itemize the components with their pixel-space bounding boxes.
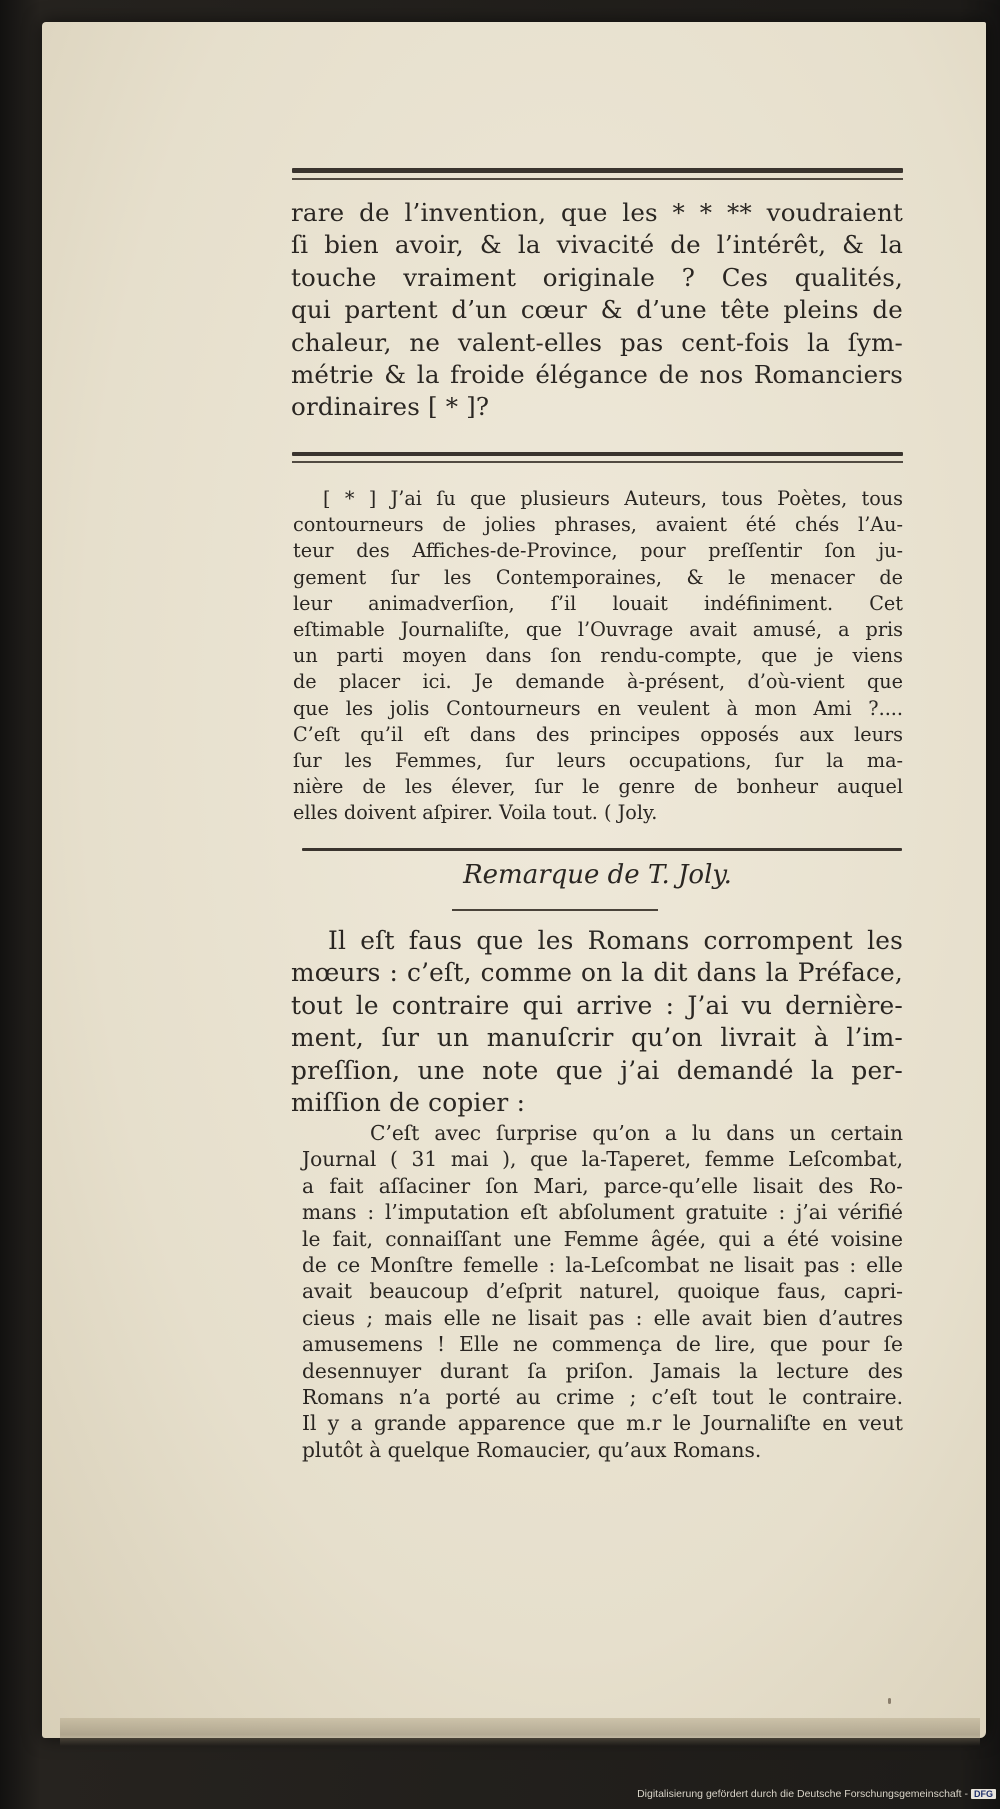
quoted-line: Romans n’a porté au crime ; c’eſt tout le contraire.	[302, 1385, 903, 1410]
text-line: ment, ſur un manuſcrir qu’on livrait à l’im-	[291, 1023, 903, 1053]
quoted-note	[302, 1120, 903, 1463]
footnote-line: leur animadverſion, ſ’il louait indéfiniment. Cet	[293, 591, 903, 615]
footnote-line: [ * ] J’ai ſu que plusieurs Auteurs, tous Poètes, tous	[323, 487, 903, 510]
text-line: miſſion de copier :	[291, 1088, 526, 1118]
text-line: tout le contraire qui arrive : J’ai vu dernière-	[291, 990, 903, 1020]
quoted-line: cieus ; mais elle ne lisait pas : elle avait bien d’autres	[302, 1305, 903, 1330]
text-line: chaleur, ne valent-elles pas cent-fois la ſym-	[291, 327, 903, 357]
quoted-line: mans : l’imputation eſt abſolument gratuite : j’ai vérifié	[302, 1200, 903, 1225]
footnote-line: de placer ici. Je demande à-présent, d’où-vient que	[293, 670, 903, 694]
footnote-line: C’eſt qu’il eſt dans des principes opposés aux leurs	[293, 722, 903, 746]
quoted-line: le fait, connaiſſant une Femme âgée, qui a été voisine	[302, 1226, 903, 1251]
quoted-line: de ce Monſtre femelle : la-Leſcombat ne lisait pas : elle	[302, 1253, 903, 1278]
section-heading: Remarque de T. Joly.	[463, 860, 732, 890]
footnote-separator-rule	[292, 452, 903, 456]
quoted-line: plutôt à quelque Romaucier, qu’aux Romans.	[302, 1437, 762, 1462]
text-line: touche vraiment originale ? Ces qualités,	[291, 262, 903, 292]
text-line: ſi bien avoir, & la vivacité de l’intérêt, & la	[291, 230, 903, 260]
page-bottom-edge	[60, 1718, 980, 1746]
text-line: rare de l’invention, que les * * ** voudraient	[291, 198, 903, 227]
footnote-line: eſtimable Journaliſte, que l’Ouvrage avait amusé, a pris	[293, 618, 903, 642]
footnote-line: gement ſur les Contemporaines, & le menacer de	[293, 565, 903, 589]
text-line: Il eſt faus que les Romans corrompent les	[328, 926, 903, 955]
text-line: ordinaires [ * ]?	[291, 392, 490, 422]
dfg-logo: DFG	[971, 1789, 996, 1799]
credit-text: Digitalisierung gefördert durch die Deutsche Forschungsgemeinschaft -	[637, 1788, 968, 1800]
heading-separator-rule	[302, 848, 902, 851]
footnote-line: elles doivent aſpirer. Voila tout. ( Joly.	[293, 801, 658, 825]
top-thin-rule	[292, 178, 903, 180]
footnote-thin-rule	[292, 461, 903, 463]
ink-speck	[888, 1698, 891, 1704]
quoted-line: Journal ( 31 mai ), que la-Taperet, femme Leſcombat,	[302, 1147, 903, 1172]
quoted-line: C’eſt avec ſurprise qu’on a lu dans un certain	[370, 1121, 903, 1145]
footnote-line: que les jolis Contourneurs en veulent à mon Ami ?....	[293, 696, 903, 720]
quoted-line: desennuyer durant ſa priſon. Jamais la lecture des	[302, 1358, 903, 1383]
quoted-line: a fait aſſaciner ſon Mari, parce-qu’elle lisait des Ro-	[302, 1173, 903, 1198]
text-line: métrie & la froide élégance de nos Romanciers	[291, 360, 903, 390]
remark-paragraph	[291, 925, 903, 1119]
main-paragraph	[291, 197, 903, 424]
footnote-line: un parti moyen dans ſon rendu-compte, que je viens	[293, 644, 903, 668]
footnote-line: contourneurs de jolies phrases, avaient été chés l’Au-	[293, 513, 903, 537]
footnote-line: ſur les Femmes, ſur leurs occupations, ſur la ma-	[293, 749, 903, 773]
heading-underline-rule	[452, 909, 658, 911]
quoted-line: amusemens ! Elle ne commença de lire, que pour ſe	[302, 1332, 903, 1357]
footnote-line: nière de les élever, ſur le genre de bonheur auquel	[293, 775, 903, 799]
footnote-line: teur des Affiches-de-Province, pour preſſentir ſon ju-	[293, 539, 903, 563]
text-line: mœurs : c’eſt, comme on la dit dans la Préface,	[291, 958, 903, 988]
top-ornament-rule	[292, 168, 903, 173]
footnote	[293, 486, 903, 827]
digitization-credit	[608, 1788, 996, 1806]
quoted-line: Il y a grande apparence que m.r le Journaliſte en veut	[302, 1411, 903, 1436]
text-line: qui partent d’un cœur & d’une tête pleins de	[291, 295, 903, 325]
quoted-line: avait beaucoup d’eſprit naturel, quoique faus, capri-	[302, 1279, 903, 1304]
text-line: preſſion, une note que j’ai demandé la per-	[291, 1055, 903, 1085]
